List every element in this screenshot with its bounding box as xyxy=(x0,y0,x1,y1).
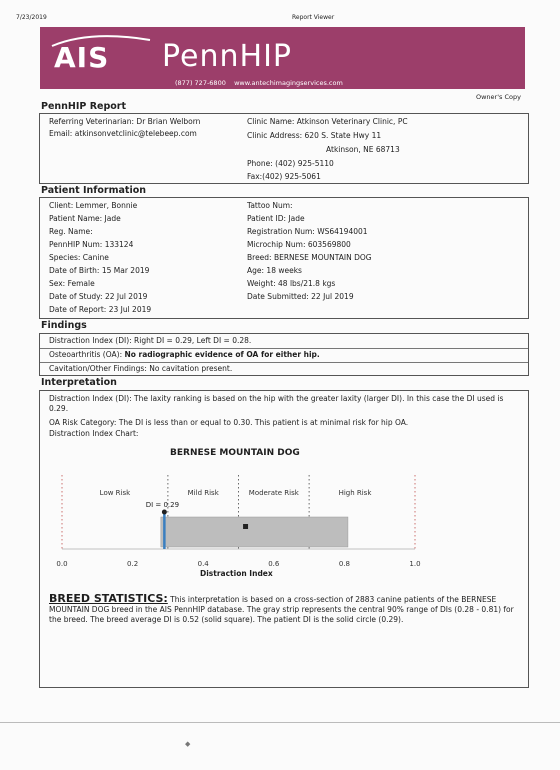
patient-field: Weight: 48 lbs/21.8 kgs xyxy=(247,279,336,288)
patient-field: Age: 18 weeks xyxy=(247,266,302,275)
x-tick-label: 0.2 xyxy=(127,560,139,568)
patient-field: Tattoo Num: xyxy=(247,201,293,210)
ais-logo: AIS xyxy=(54,41,110,74)
referring-vet: Referring Veterinarian: Dr Brian Welborn xyxy=(49,117,201,126)
x-tick-label: 0.6 xyxy=(268,560,280,568)
oa-label: Osteoarthritis (OA): xyxy=(49,350,125,359)
breed-stats-line: MOUNTAIN DOG breed in the AIS PennHIP database. The gray strip represents the central 90% range of DIs (0.28 - 0.81) for xyxy=(49,605,514,614)
breed-stats-line: the breed. The breed average DI is 0.52 (solid square). The patient DI is the solid circle (0.29). xyxy=(49,615,404,624)
interp-di-line: Distraction Index (DI): The laxity ranking is based on the hip with the greater laxity (larger DI). In this case the DI used is xyxy=(49,394,504,403)
breed-range-strip xyxy=(161,517,348,547)
zone-label: Moderate Risk xyxy=(248,489,299,497)
clinic-address: Clinic Address: 620 S. State Hwy 11 xyxy=(247,131,382,140)
patient-di-label: DI = 0.29 xyxy=(145,501,180,509)
interpretation-title: Interpretation xyxy=(41,377,117,388)
clinic-phone: Phone: (402) 925-5110 xyxy=(247,159,334,168)
patient-field: Date of Study: 22 Jul 2019 xyxy=(49,292,148,301)
breed-stats-heading: BREED STATISTICS: xyxy=(49,592,168,605)
patient-field: Date of Report: 23 Jul 2019 xyxy=(49,305,152,314)
findings-oa xyxy=(49,350,320,360)
x-tick-label: 0.8 xyxy=(338,560,350,568)
interp-oa-risk: OA Risk Category: The DI is less than or equal to 0.30. This patient is at minimal risk for hip OA. xyxy=(49,418,409,427)
banner-phone: (877) 727-6800 xyxy=(175,79,226,87)
findings-divider xyxy=(40,348,528,349)
patient-field: Client: Lemmer, Bonnie xyxy=(49,201,138,210)
oa-value: No radiographic evidence of OA for either hip. xyxy=(124,350,320,359)
x-tick-label: 1.0 xyxy=(409,560,421,568)
patient-field: PennHIP Num: 133124 xyxy=(49,240,134,249)
findings-di: Distraction Index (DI): Right DI = 0.29, Left DI = 0.28. xyxy=(49,336,252,345)
patient-field: Microchip Num: 603569800 xyxy=(247,240,351,249)
zone-label: High Risk xyxy=(338,489,372,497)
findings-divider xyxy=(40,362,528,363)
findings-cavitation: Cavitation/Other Findings: No cavitation present. xyxy=(49,364,233,373)
patient-box xyxy=(39,197,529,319)
patient-field: Date Submitted: 22 Jul 2019 xyxy=(247,292,354,301)
banner-website: www.antechimagingservices.com xyxy=(234,79,343,87)
clinic-fax: Fax:(402) 925-5061 xyxy=(247,172,321,181)
findings-box xyxy=(39,333,529,376)
clinic-box xyxy=(39,113,529,184)
interp-di-value: 0.29. xyxy=(49,404,69,413)
patient-field: Date of Birth: 15 Mar 2019 xyxy=(49,266,150,275)
scan-mark: ◆ xyxy=(185,740,191,748)
interpretation-box xyxy=(39,390,529,688)
patient-field: Breed: BERNESE MOUNTAIN DOG xyxy=(247,253,372,262)
page-separator xyxy=(0,722,560,723)
findings-title: Findings xyxy=(41,320,87,331)
report-viewer-title: Report Viewer xyxy=(292,14,335,21)
di-chart xyxy=(40,471,528,581)
patient-info-title: Patient Information xyxy=(41,185,147,196)
pennhip-logo: PennHIP xyxy=(162,39,293,74)
patient-field: Patient Name: Jade xyxy=(49,214,121,223)
breed-stats-line: This interpretation is based on a cross-section of 2883 canine patients of the BERNESE xyxy=(167,595,497,604)
x-tick-label: 0.0 xyxy=(56,560,68,568)
interp-chart-label: Distraction Index Chart: xyxy=(49,429,139,438)
clinic-email: Email: atkinsonvetclinic@telebeep.com xyxy=(49,129,197,138)
chart-title: BERNESE MOUNTAIN DOG xyxy=(170,448,300,458)
banner-contact xyxy=(175,79,343,87)
x-axis-label: Distraction Index xyxy=(200,569,273,578)
patient-field: Species: Canine xyxy=(49,253,109,262)
clinic-city: Atkinson, NE 68713 xyxy=(326,145,400,154)
report-title: PennHIP Report xyxy=(41,101,126,112)
patient-field: Registration Num: WS64194001 xyxy=(247,227,368,236)
breed-stats xyxy=(49,594,519,625)
breed-average-marker xyxy=(243,524,248,529)
patient-field: Patient ID: Jade xyxy=(247,214,305,223)
zone-label: Mild Risk xyxy=(187,489,219,497)
x-tick-label: 0.4 xyxy=(197,560,209,568)
owners-copy: Owner's Copy xyxy=(476,93,521,101)
pennhip-banner xyxy=(40,27,525,89)
zone-label: Low Risk xyxy=(99,489,131,497)
patient-field: Sex: Female xyxy=(49,279,95,288)
patient-di-marker xyxy=(162,510,167,515)
clinic-name: Clinic Name: Atkinson Veterinary Clinic, PC xyxy=(247,117,408,126)
print-date: 7/23/2019 xyxy=(16,14,47,21)
patient-field: Reg. Name: xyxy=(49,227,93,236)
